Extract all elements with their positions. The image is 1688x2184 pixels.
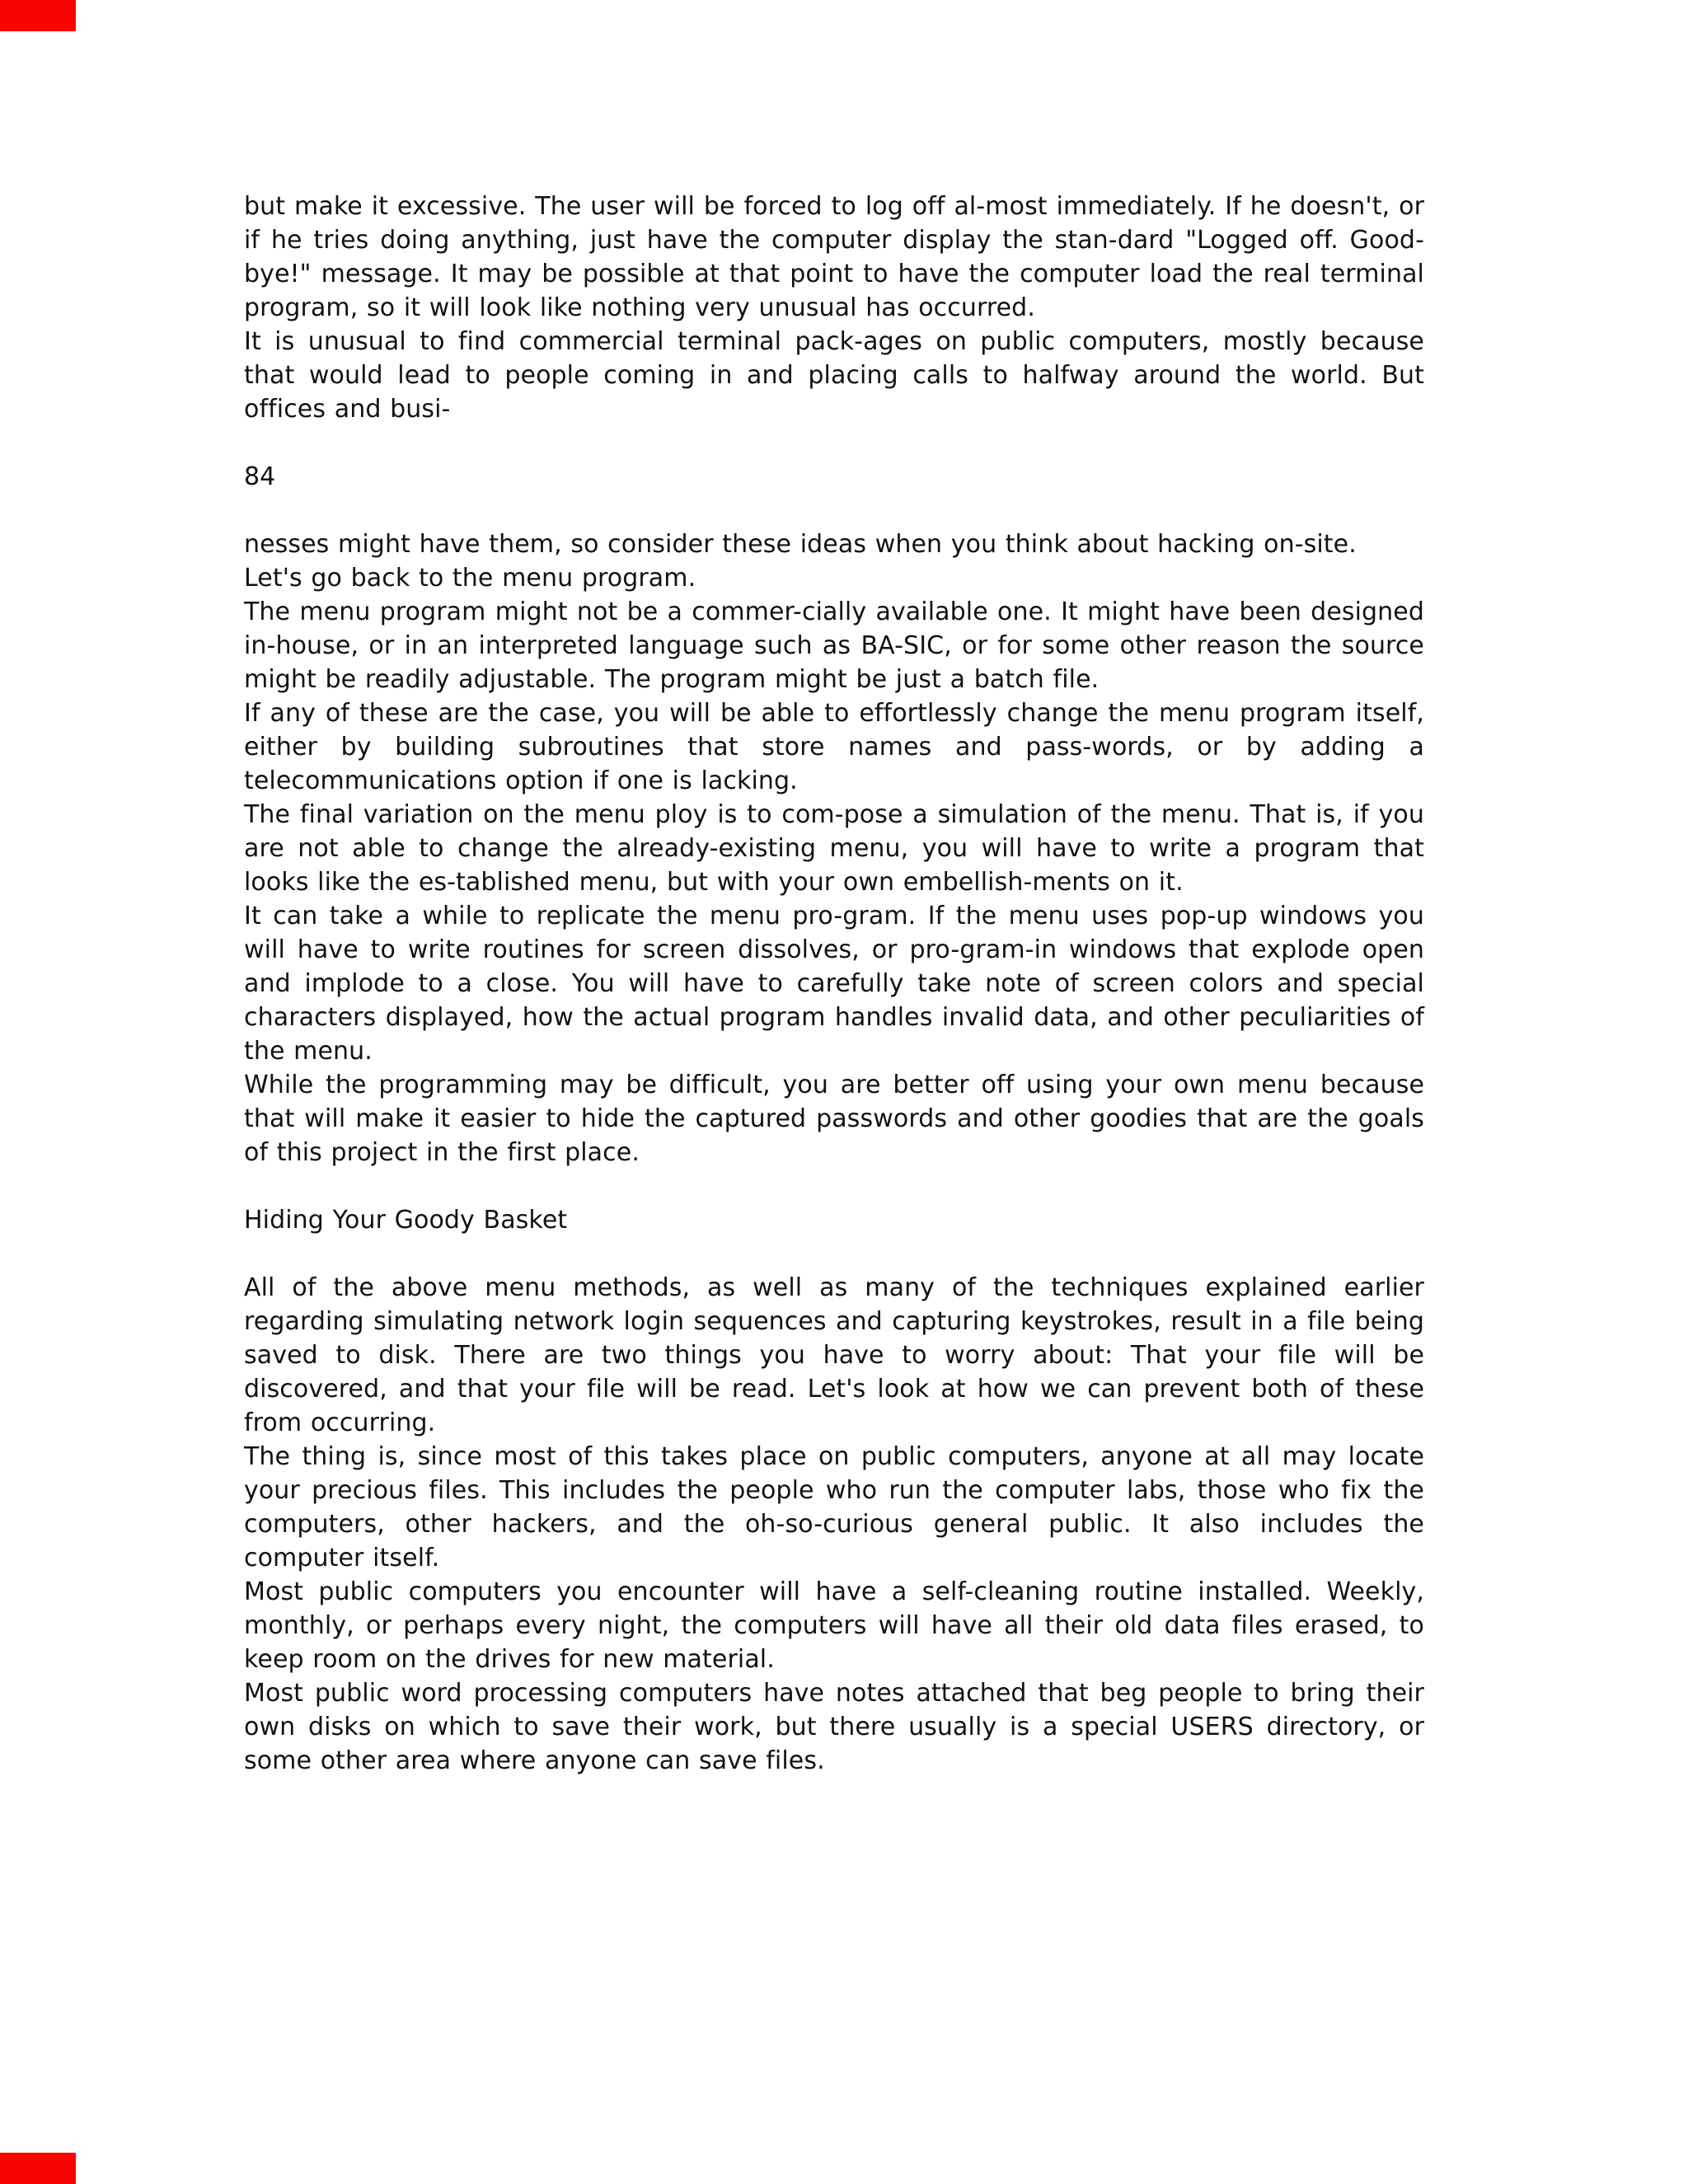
body-paragraph: The thing is, since most of this takes place on public computers, anyone at all may locate your precious files. This includes the people who run the computer labs, those who fix the computers, other hackers, and the oh-so-curious general public. It also includes the computer itself. [244, 1442, 1424, 1572]
red-scan-artifact-top [0, 0, 76, 31]
body-paragraph: All of the above menu methods, as well as many of the techniques explained earlier regarding simulating network login sequences and capturing keystrokes, result in a file being saved to disk. There are two things you have to worry about: That your file will be discovered, and that your file will be read. Let's look at how we can prevent both of these from occurring. [244, 1273, 1424, 1437]
body-paragraph: nesses might have them, so consider these ideas when you think about hacking on-site. [244, 530, 1357, 559]
body-paragraph: While the programming may be difficult, you are better off using your own menu because that will make it easier to hide the captured passwords and other goodies that are the goals of this project in the first place. [244, 1071, 1424, 1167]
red-scan-artifact-bottom [0, 2153, 76, 2184]
body-paragraph: It can take a while to replicate the menu pro-gram. If the menu uses pop-up windows you will have to write routines for screen dissolves, or pro-gram-in windows that explode open and implode to a close. You will have to carefully take note of screen colors and special characters displayed, how the actual program handles invalid data, and other peculiarities of the menu. [244, 902, 1424, 1066]
body-paragraph: The menu program might not be a commer-cially available one. It might have been designed in-house, or in an interpreted language such as BA-SIC, or for some other reason the source might be readily adjustable. The program might be just a batch file. [244, 598, 1424, 694]
page-number: 84 [244, 462, 276, 491]
body-paragraph: The final variation on the menu ploy is to com-pose a simulation of the menu. That is, if you are not able to change the already-existing menu, you will have to write a program that looks like the es-tablished menu, but with your own embellish-ments on it. [244, 800, 1424, 897]
body-paragraph: Most public computers you encounter will have a self-cleaning routine installed. Weekly, monthly, or perhaps every night, the computers will have all their old data files erased, to keep room on the drives for new material. [244, 1577, 1424, 1674]
body-paragraph: Let's go back to the menu program. [244, 564, 696, 593]
body-paragraph: Most public word processing computers have notes attached that beg people to bring their own disks on which to save their work, but there usually is a special USERS directory, or some other area where anyone can save files. [244, 1679, 1424, 1775]
body-paragraph: but make it excessive. The user will be forced to log off al-most immediately. If he doesn't, or if he tries doing anything, just have the computer display the stan-dard "Logged off. Good-bye!" message. It may be possible at that point to have the computer load the real terminal program, so it will look like nothing very unusual has occurred. [244, 192, 1424, 322]
text-column [244, 190, 1424, 1778]
body-paragraph: If any of these are the case, you will be able to effortlessly change the menu program itself, either by building subroutines that store names and pass-words, or by adding a telecommunications option if one is lacking. [244, 699, 1424, 795]
body-paragraph: It is unusual to find commercial terminal pack-ages on public computers, mostly because that would lead to people coming in and placing calls to halfway around the world. But offices and busi- [244, 327, 1424, 424]
section-heading: Hiding Your Goody Basket [244, 1206, 568, 1235]
